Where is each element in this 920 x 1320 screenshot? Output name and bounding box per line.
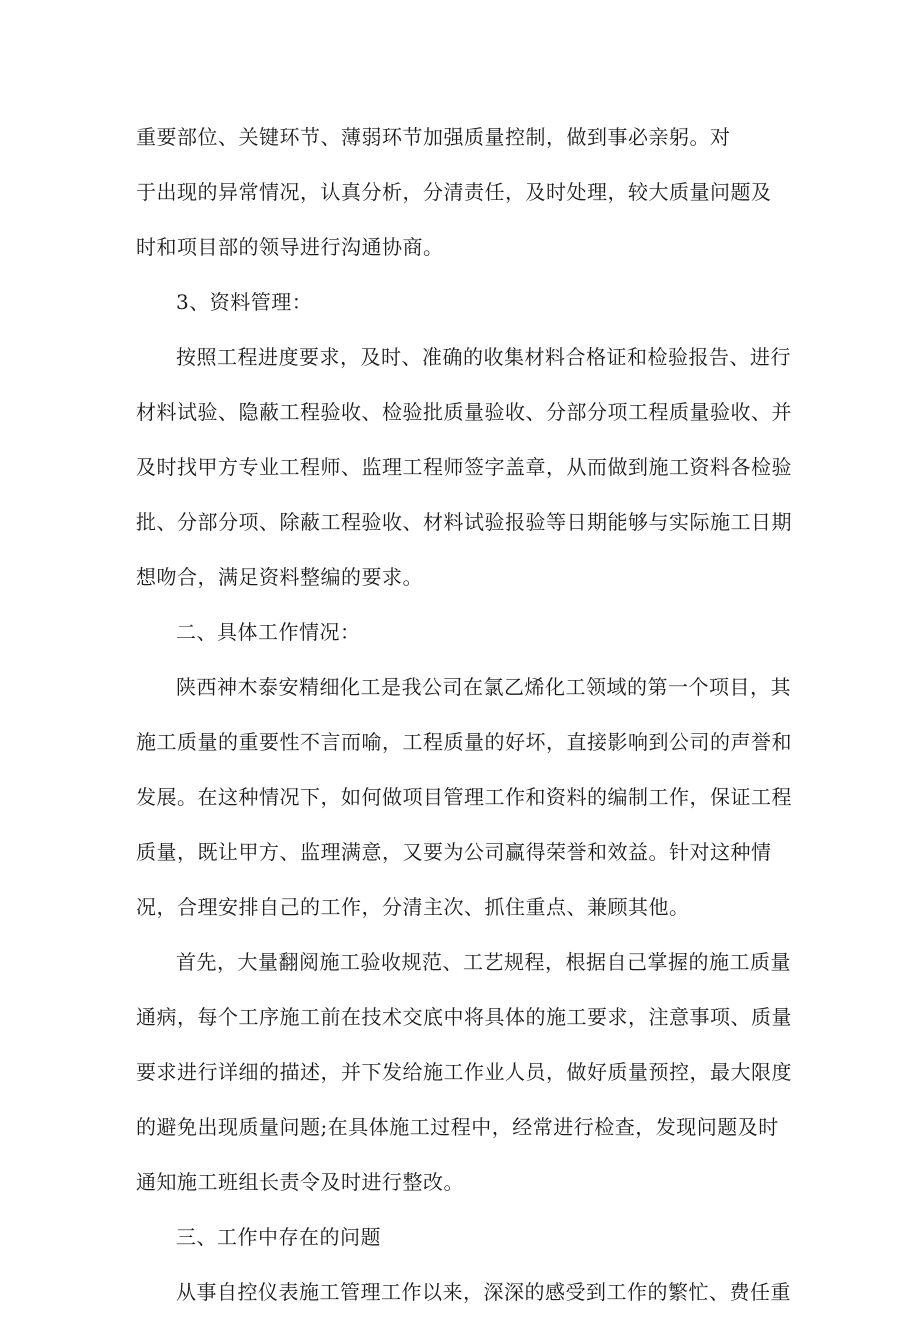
paragraph-problems: 从事自控仪表施工管理工作以来，深深的感受到工作的繁忙、费任重 xyxy=(176,1280,791,1304)
section-heading-data-management: 3、资料管理： xyxy=(176,290,313,314)
paragraph-first-steps: 首先，大量翻阅施工验收规范、工艺规程，根据自己掌握的施工质量通病，每个工序施工前在技术交底中将具体的施工要求，注意事项、质量要求进行详细的描述，并下发给施工作业人员，做好质量预控，最大限度的避免出现质量问题;在具体施工过程中，经常进行检查，发现问题及时通知施工班组长责令及时进行整改。 xyxy=(136,950,792,1194)
paragraph-data-management: 按照工程进度要求，及时、准确的收集材料合格证和检验报告、进行材料试验、隐蔽工程验收、检验批质量验收、分部分项工程质量验收、并及时找甲方专业工程师、监理工程师签字盖章，从而做到施工资料各检验批、分部分项、除蔽工程验收、材料试验报验等日期能够与实际施工日期想吻合，满足资料整编的要求。 xyxy=(136,345,792,589)
paragraph-project-intro: 陕西神木泰安精细化工是我公司在氯乙烯化工领域的第一个项目，其施工质量的重要性不言而喻，工程质量的好坏，直接影响到公司的声誉和发展。在这种情况下，如何做项目管理工作和资料的编制工作，保证工程质量，既让甲方、监理满意，又要为公司赢得荣誉和效益。针对这种情况，合理安排自己的工作，分清主次、抓住重点、兼顾其他。 xyxy=(136,675,792,919)
opening-line-2: 于出现的异常情况，认真分析，分清责任，及时处理，较大质量问题及 xyxy=(136,180,772,204)
opening-paragraph xyxy=(136,110,792,275)
opening-line-1: 重要部位、关键环节、薄弱环节加强质量控制，做到事必亲躬。对 xyxy=(136,125,731,149)
opening-line-3: 时和项目部的领导进行沟通协商。 xyxy=(136,235,444,259)
section-heading-problems: 三、工作中存在的问题 xyxy=(176,1225,381,1249)
section-heading-work-situation: 二、具体工作情况： xyxy=(176,620,361,644)
